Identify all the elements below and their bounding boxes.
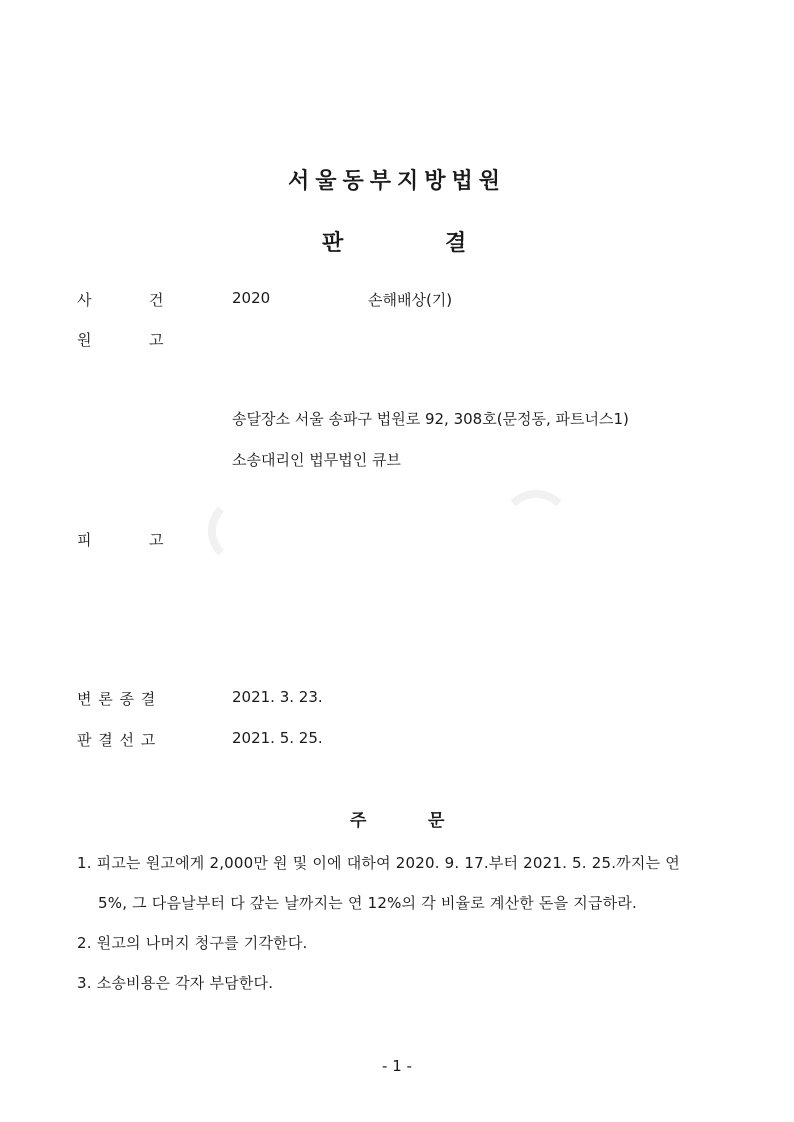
plaintiff-label-1: 원 [77,331,92,349]
watermark-mark-right [500,490,572,562]
court-name: 서울동부지방법원 [287,169,507,194]
plaintiff-label-2: 고 [149,331,164,349]
service-address: 송달장소 서울 송파구 법원로 92, 308호(문정동, 파트너스1) [232,410,629,428]
defendant-label-2: 고 [149,531,164,549]
judgment-title-left: 판 [322,231,344,256]
judgment-title-right: 결 [445,231,467,256]
watermark-mark-left [208,496,278,566]
page-number: - 1 - [382,1057,412,1075]
attorney: 소송대리인 법무법인 큐브 [232,451,401,469]
order-item-1-line-1: 1. 피고는 원고에게 2,000만 원 및 이에 대하여 2020. 9. 17.부터 2021. 5. 25.까지는 연 [77,854,680,872]
case-label-1: 사 [77,291,92,309]
defendant-label-1: 피 [77,531,92,549]
closing-date: 2021. 3. 23. [232,688,323,706]
case-label-2: 건 [149,291,164,309]
order-item-2: 2. 원고의 나머지 청구를 기각한다. [77,934,308,952]
ruling-date: 2021. 5. 25. [232,729,323,747]
case-name: 손해배상(기) [368,291,453,309]
closing-label: 변 론 종 결 [77,690,157,708]
order-item-1-line-2: 5%, 그 다음날부터 다 갚는 날까지는 연 12%의 각 비율로 계산한 돈을 지급하라. [98,894,638,912]
order-title-left: 주 [350,811,367,831]
order-title-right: 문 [428,811,445,831]
ruling-label: 판 결 선 고 [77,731,157,749]
case-number: 2020 [232,289,271,307]
order-item-3: 3. 소송비용은 각자 부담한다. [77,974,274,992]
